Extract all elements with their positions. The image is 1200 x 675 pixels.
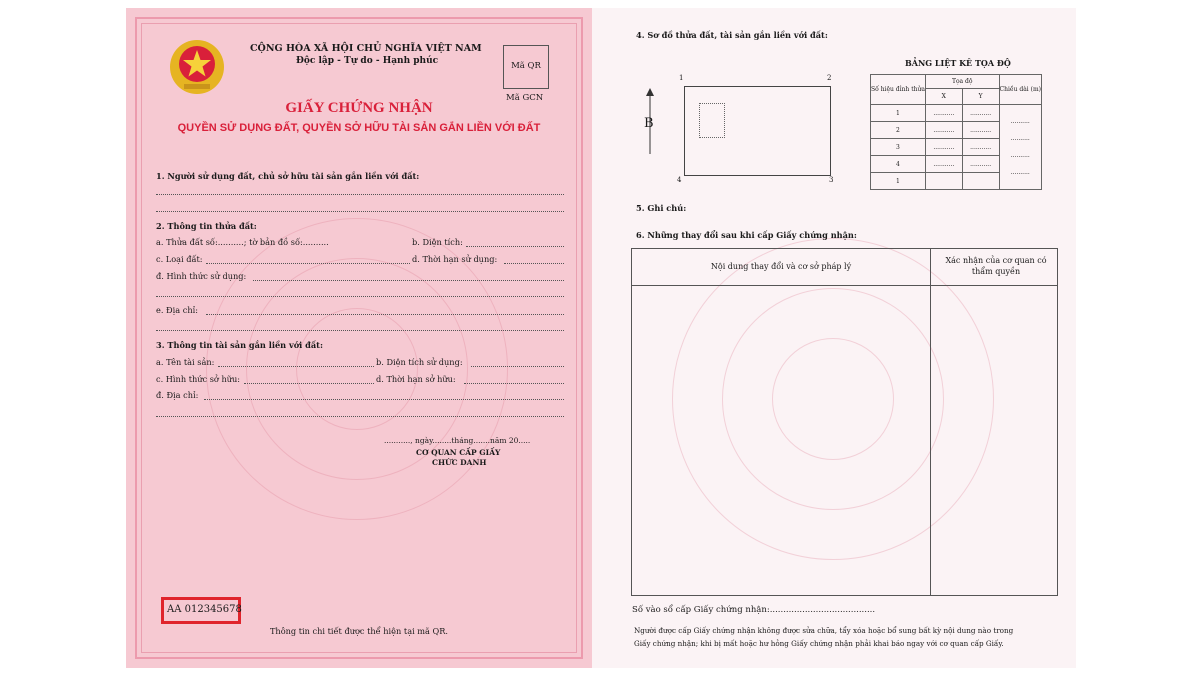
fill-line [504, 263, 564, 264]
ownership-form-field: c. Hình thức sở hữu: [156, 374, 241, 384]
section-5-heading: 5. Ghi chú: [636, 203, 687, 213]
header-divider [632, 285, 1057, 286]
certificate-front-page [126, 8, 592, 668]
length-value: .......... [1010, 169, 1030, 176]
serial-number: AA 012345678 [167, 604, 242, 615]
column-divider [930, 249, 931, 595]
coord-point: 4 [871, 156, 926, 173]
certificate-subtitle: QUYỀN SỬ DỤNG ĐẤT, QUYỀN SỞ HỮU TÀI SẢN GẮN LIỀN VỚI ĐẤT [177, 122, 541, 134]
area-field: b. Diện tích: [412, 237, 463, 247]
asset-name-field: a. Tên tài sản: [156, 357, 215, 367]
coord-x [925, 173, 962, 190]
legal-notice-line-2: Giấy chứng nhận; khi bị mất hoặc hư hỏng Giấy chứng nhận phải khai báo ngay với cơ quan cấp Giấy. [634, 639, 1004, 648]
legal-notice-line-1: Người được cấp Giấy chứng nhận không được sửa chữa, tẩy xóa hoặc bổ sung bất kỳ nội dung nào trong [634, 626, 1014, 635]
issuing-authority: CƠ QUAN CẤP GIẤY [416, 448, 501, 457]
coord-y: ........... [962, 122, 999, 139]
fill-line [206, 263, 410, 264]
fill-line [156, 194, 564, 195]
gcn-code-label: Mã GCN [506, 93, 544, 103]
national-motto: Độc lập - Tự do - Hạnh phúc [296, 56, 439, 66]
north-label: B [644, 116, 654, 131]
changes-table [631, 248, 1058, 596]
asset-address-field: đ. Địa chỉ: [156, 390, 199, 400]
coord-x: ........... [925, 122, 962, 139]
usage-term-field: d. Thời hạn sử dụng: [412, 254, 498, 264]
parcel-address-field: e. Địa chỉ: [156, 305, 198, 315]
parcel-number-field: a. Thửa đất số:..........; tờ bản đồ số:.......... [156, 237, 329, 247]
section-3-heading: 3. Thông tin tài sản gắn liền với đất: [156, 340, 323, 350]
coord-x: ........... [925, 105, 962, 122]
header-coords: Tọa độ [925, 75, 999, 89]
fill-line [253, 280, 564, 281]
coord-y: ........... [962, 105, 999, 122]
coordinate-table [870, 74, 1042, 190]
parcel-sketch-box [684, 86, 831, 176]
fill-line [464, 383, 564, 384]
country-name: CỘNG HÒA XÃ HỘI CHỦ NGHĨA VIỆT NAM [250, 43, 482, 54]
fill-line [218, 366, 374, 367]
qr-code-label: Mã QR [511, 61, 541, 71]
fill-line [156, 296, 564, 297]
section-4-heading: 4. Sơ đồ thửa đất, tài sản gắn liền với đất: [636, 30, 828, 40]
coord-point: 1 [871, 105, 926, 122]
coord-y [962, 173, 999, 190]
coord-point: 3 [871, 139, 926, 156]
section-6-heading: 6. Những thay đổi sau khi cấp Giấy chứng nhận: [636, 230, 857, 240]
certificate-title: GIẤY CHỨNG NHẬN [285, 100, 433, 116]
coord-x: ........... [925, 156, 962, 173]
length-value: .......... [1010, 118, 1030, 125]
fill-line [206, 314, 564, 315]
building-outline [699, 103, 725, 138]
header-length: Chiều dài (m) [999, 75, 1041, 105]
header-y: Y [962, 89, 999, 105]
guilloche-pattern [296, 308, 418, 430]
certificate-back-page [592, 8, 1076, 668]
asset-area-field: b. Diện tích sử dụng: [376, 357, 463, 367]
fill-line [156, 211, 564, 212]
corner-label: 3 [829, 176, 834, 184]
changes-confirmation-header: Xác nhận của cơ quan có thẩm quyền [945, 256, 1047, 276]
coord-point: 2 [871, 122, 926, 139]
coord-point: 1 [871, 173, 926, 190]
fill-line [466, 246, 564, 247]
section-1-heading: 1. Người sử dụng đất, chủ sở hữu tài sản gắn liền với đất: [156, 171, 420, 181]
fill-line [244, 383, 374, 384]
signer-position: CHỨC DANH [432, 458, 487, 467]
fill-line [204, 399, 564, 400]
length-value: .......... [1010, 152, 1030, 159]
ownership-term-field: d. Thời hạn sở hữu: [376, 374, 456, 384]
qr-footer-note: Thông tin chi tiết được thể hiện tại mã QR. [269, 626, 449, 636]
header-point: Số hiệu đỉnh thửa [871, 75, 926, 105]
qr-code-box [503, 45, 549, 89]
corner-label: 1 [679, 74, 684, 82]
length-column [999, 105, 1041, 190]
coord-y: ........... [962, 139, 999, 156]
land-type-field: c. Loại đất: [156, 254, 203, 264]
issue-date-line: ..........., ngày........tháng.......năm 20..... [384, 436, 531, 445]
coordinate-table-title: BẢNG LIỆT KÊ TỌA ĐỘ [905, 58, 1011, 68]
coord-y: ........... [962, 156, 999, 173]
usage-form-field: đ. Hình thức sử dụng: [156, 271, 247, 281]
header-x: X [925, 89, 962, 105]
corner-label: 4 [677, 176, 682, 184]
fill-line [471, 366, 564, 367]
national-emblem-icon [168, 38, 226, 96]
section-2-heading: 2. Thông tin thửa đất: [156, 221, 257, 231]
coord-x: ........... [925, 139, 962, 156]
fill-line [156, 330, 564, 331]
corner-label: 2 [827, 74, 832, 82]
length-value: .......... [1010, 135, 1030, 142]
register-number-line: Số vào sổ cấp Giấy chứng nhận:....................................... [632, 605, 876, 615]
changes-content-header: Nội dung thay đổi và cơ sở pháp lý [710, 262, 852, 271]
fill-line [156, 416, 564, 417]
